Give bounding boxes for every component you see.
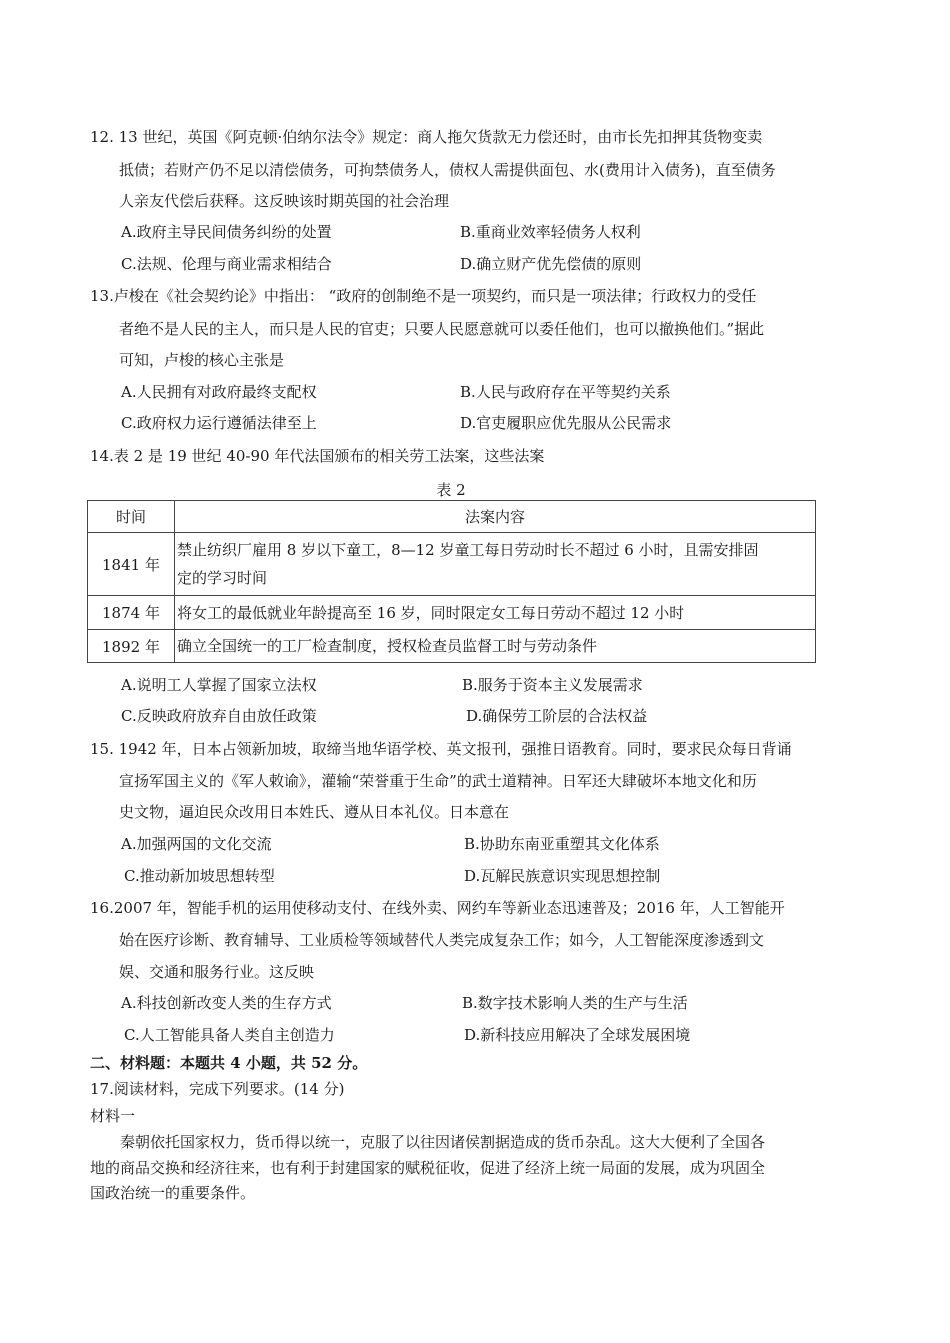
q16-option-c: C.人工智能具备人类自主创造力 [124,1026,335,1044]
q15-option-d: D.瓦解民族意识实现思想控制 [464,867,661,885]
q17-stem: 17.阅读材料，完成下列要求。(14 分) [90,1080,345,1098]
q14-stem: 14.表 2 是 19 世纪 40-90 年代法国颁布的相关劳工法案，这些法案 [90,447,545,465]
q15-option-a: A.加强两国的文化交流 [121,835,272,853]
column-header-content: 法案内容 [175,501,816,533]
row-content: 将女工的最低就业年龄提高至 16 岁，同时限定女工每日劳动不超过 12 小时 [175,596,816,630]
q15-option-b: B.协助东南亚重塑其文化体系 [464,835,660,853]
q13-stem-line-1: 13.卢梭在《社会契约论》中指出： “政府的创制绝不是一项契约，而只是一项法律；行政权力的受任 [90,287,757,305]
row-content: 确立全国统一的工厂检查制度，授权检查员监督工时与劳动条件 [175,630,816,663]
q15-stem-line-2: 宣扬军国主义的《军人敕谕》，灌输“荣誉重于生命”的武士道精神。日军还大肆破坏本地文化和历 [119,772,757,790]
q16-option-b: B.数字技术影响人类的生产与生活 [462,994,688,1012]
q16-option-d: D.新科技应用解决了全球发展困境 [464,1026,691,1044]
q16-stem-line-1: 16.2007 年，智能手机的运用使移动支付、在线外卖、网约车等新业态迅速普及；2016 年，人工智能开 [90,899,785,917]
q15-stem-line-3: 史文物，逼迫民众改用日本姓氏、遵从日本礼仪。日本意在 [119,803,510,821]
q13-option-d: D.官吏履职应优先服从公民需求 [460,414,672,432]
row-year: 1892 年 [88,630,175,663]
q16-stem-line-3: 娱、交通和服务行业。这反映 [119,963,315,981]
row-year: 1841 年 [88,533,175,596]
q14-option-a: A.说明工人掌握了国家立法权 [121,676,317,694]
material-line-1: 秦朝依托国家权力，货币得以统一，克服了以往因诸侯割据造成的货币杂乱。这大大便利了全国各 [120,1133,766,1151]
column-header-time: 时间 [88,501,175,533]
q15-stem-line-1: 15. 1942 年，日本占领新加坡，取缔当地华语学校、英文报刊，强推日语教育。同时，要求民众每日背诵 [90,740,792,758]
table-header-row [88,501,816,533]
q13-option-a: A.人民拥有对政府最终支配权 [121,383,317,401]
material-label: 材料一 [90,1107,136,1125]
labor-law-table [87,500,816,663]
table-row [88,596,816,630]
table-caption: 表 2 [436,481,466,499]
row-content [175,533,816,596]
q12-stem-line-2: 抵债；若财产仍不足以清偿债务，可拘禁债务人，债权人需提供面包、水(费用计入债务)，直至债务 [119,161,776,179]
row-content-line: 定的学习时间 [177,569,268,587]
table-row [88,533,816,596]
material-line-2: 地的商品交换和经济往来，也有利于封建国家的赋税征收，促进了经济上统一局面的发展，成为巩固全 [90,1159,766,1177]
table-row [88,630,816,663]
q12-option-b: B.重商业效率轻债务人权利 [460,223,641,241]
q16-stem-line-2: 始在医疗诊断、教育辅导、工业质检等领域替代人类完成复杂工作；如今，人工智能深度渗透到文 [119,931,765,949]
q13-option-c: C.政府权力运行遵循法律至上 [121,414,317,432]
q12-option-d: D.确立财产优先偿债的原则 [460,255,642,273]
q13-stem-line-3: 可知，卢梭的核心主张是 [119,351,285,369]
q14-option-b: B.服务于资本主义发展需求 [462,676,643,694]
section-heading: 二、材料题：本题共 4 小题，共 52 分。 [90,1054,368,1072]
q12-option-a: A.政府主导民间债务纠纷的处置 [121,223,332,241]
q14-option-d: D.确保劳工阶层的合法权益 [466,707,648,725]
material-line-3: 国政治统一的重要条件。 [90,1184,256,1202]
q16-option-a: A.科技创新改变人类的生存方式 [121,994,332,1012]
q13-stem-line-2: 者绝不是人民的主人，而只是人民的官吏；只要人民愿意就可以委任他们，也可以撤换他们。”据此 [119,320,765,338]
q13-option-b: B.人民与政府存在平等契约关系 [460,383,671,401]
q14-option-c: C.反映政府放弃自由放任政策 [121,707,317,725]
q12-stem-line-3: 人亲友代偿后获释。这反映该时期英国的社会治理 [119,192,450,210]
row-content-line: 禁止纺织厂雇用 8 岁以下童工，8—12 岁童工每日劳动时长不超过 6 小时，且需安排固 [177,541,759,559]
q15-option-c: C.推动新加坡思想转型 [124,867,275,885]
q12-option-c: C.法规、伦理与商业需求相结合 [121,255,332,273]
q12-stem-line-1: 12. 13 世纪，英国《阿克顿·伯纳尔法令》规定：商人拖欠货款无力偿还时，由市长先扣押其货物变卖 [90,128,763,146]
row-year: 1874 年 [88,596,175,630]
